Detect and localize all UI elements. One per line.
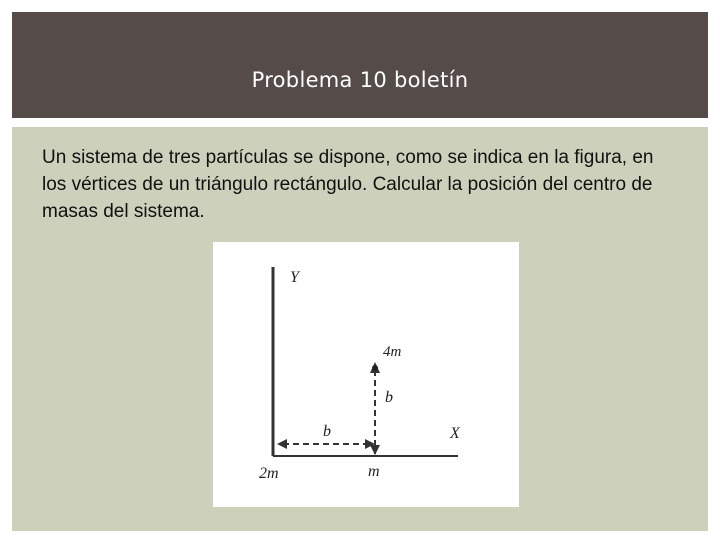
x-axis-label: X <box>450 425 460 442</box>
problem-text: Un sistema de tres partículas se dispone, como se indica en la figura, en los vértices de un triángulo rectángulo. Calcular la posición del centro de masas del sistema. <box>42 147 654 222</box>
y-axis-label: Y <box>290 269 299 286</box>
horizontal-side-label: b <box>323 423 331 440</box>
arrow-left-head <box>277 439 287 449</box>
title-bar <box>12 12 708 118</box>
mass-top-label: 4m <box>383 344 402 360</box>
slide-title: Problema 10 boletín <box>251 68 469 92</box>
mass-origin-label: 2m <box>259 465 279 482</box>
arrow-down-head <box>370 445 380 455</box>
vertical-side-label: b <box>385 389 393 406</box>
mass-right-label: m <box>368 463 380 480</box>
mass-top-point <box>372 365 378 371</box>
triangle-figure <box>213 242 519 507</box>
